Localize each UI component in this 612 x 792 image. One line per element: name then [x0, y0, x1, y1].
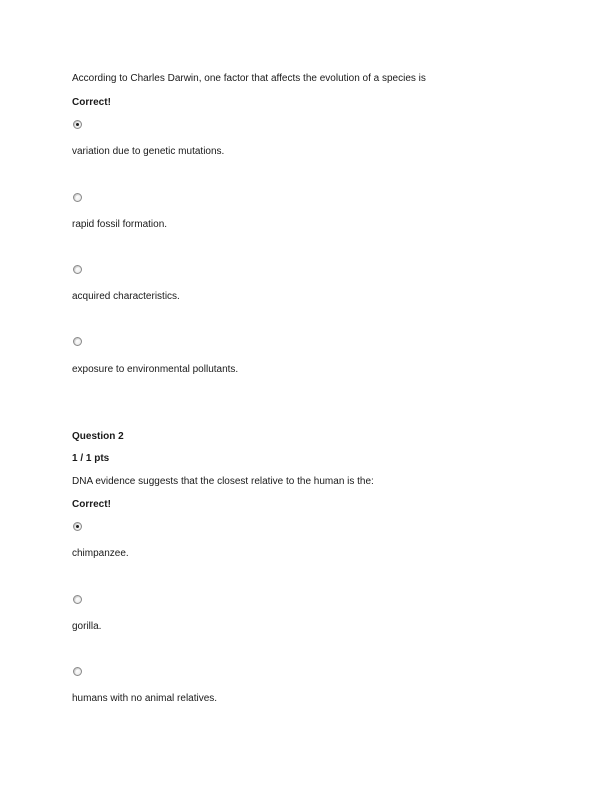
question-2-prompt: DNA evidence suggests that the closest relative to the human is the:	[72, 476, 374, 487]
question-2-heading: Question 2	[72, 431, 124, 442]
question-2-option-3-radio[interactable]	[73, 667, 82, 676]
question-1-status: Correct!	[72, 97, 111, 108]
question-1-option-1-label: variation due to genetic mutations.	[72, 146, 225, 157]
question-2-option-3-label: humans with no animal relatives.	[72, 693, 218, 704]
question-1-prompt: According to Charles Darwin, one factor that affects the evolution of a species is	[72, 73, 426, 84]
question-1-option-4-label: exposure to environmental pollutants.	[72, 364, 239, 375]
question-1-option-4-radio[interactable]	[73, 337, 82, 346]
question-1-option-1-radio[interactable]	[73, 120, 82, 129]
question-1-option-2-label: rapid fossil formation.	[72, 219, 168, 230]
question-2-option-2-radio[interactable]	[73, 595, 82, 604]
question-2-score: 1 / 1 pts	[72, 453, 110, 464]
question-1-option-3-radio[interactable]	[73, 265, 82, 274]
question-1-option-2-radio[interactable]	[73, 193, 82, 202]
question-2-status: Correct!	[72, 499, 111, 510]
question-1-option-3-label: acquired characteristics.	[72, 291, 180, 302]
question-2-option-1-label: chimpanzee.	[72, 548, 129, 559]
question-2-option-1-radio[interactable]	[73, 522, 82, 531]
question-2-option-2-label: gorilla.	[72, 621, 102, 632]
